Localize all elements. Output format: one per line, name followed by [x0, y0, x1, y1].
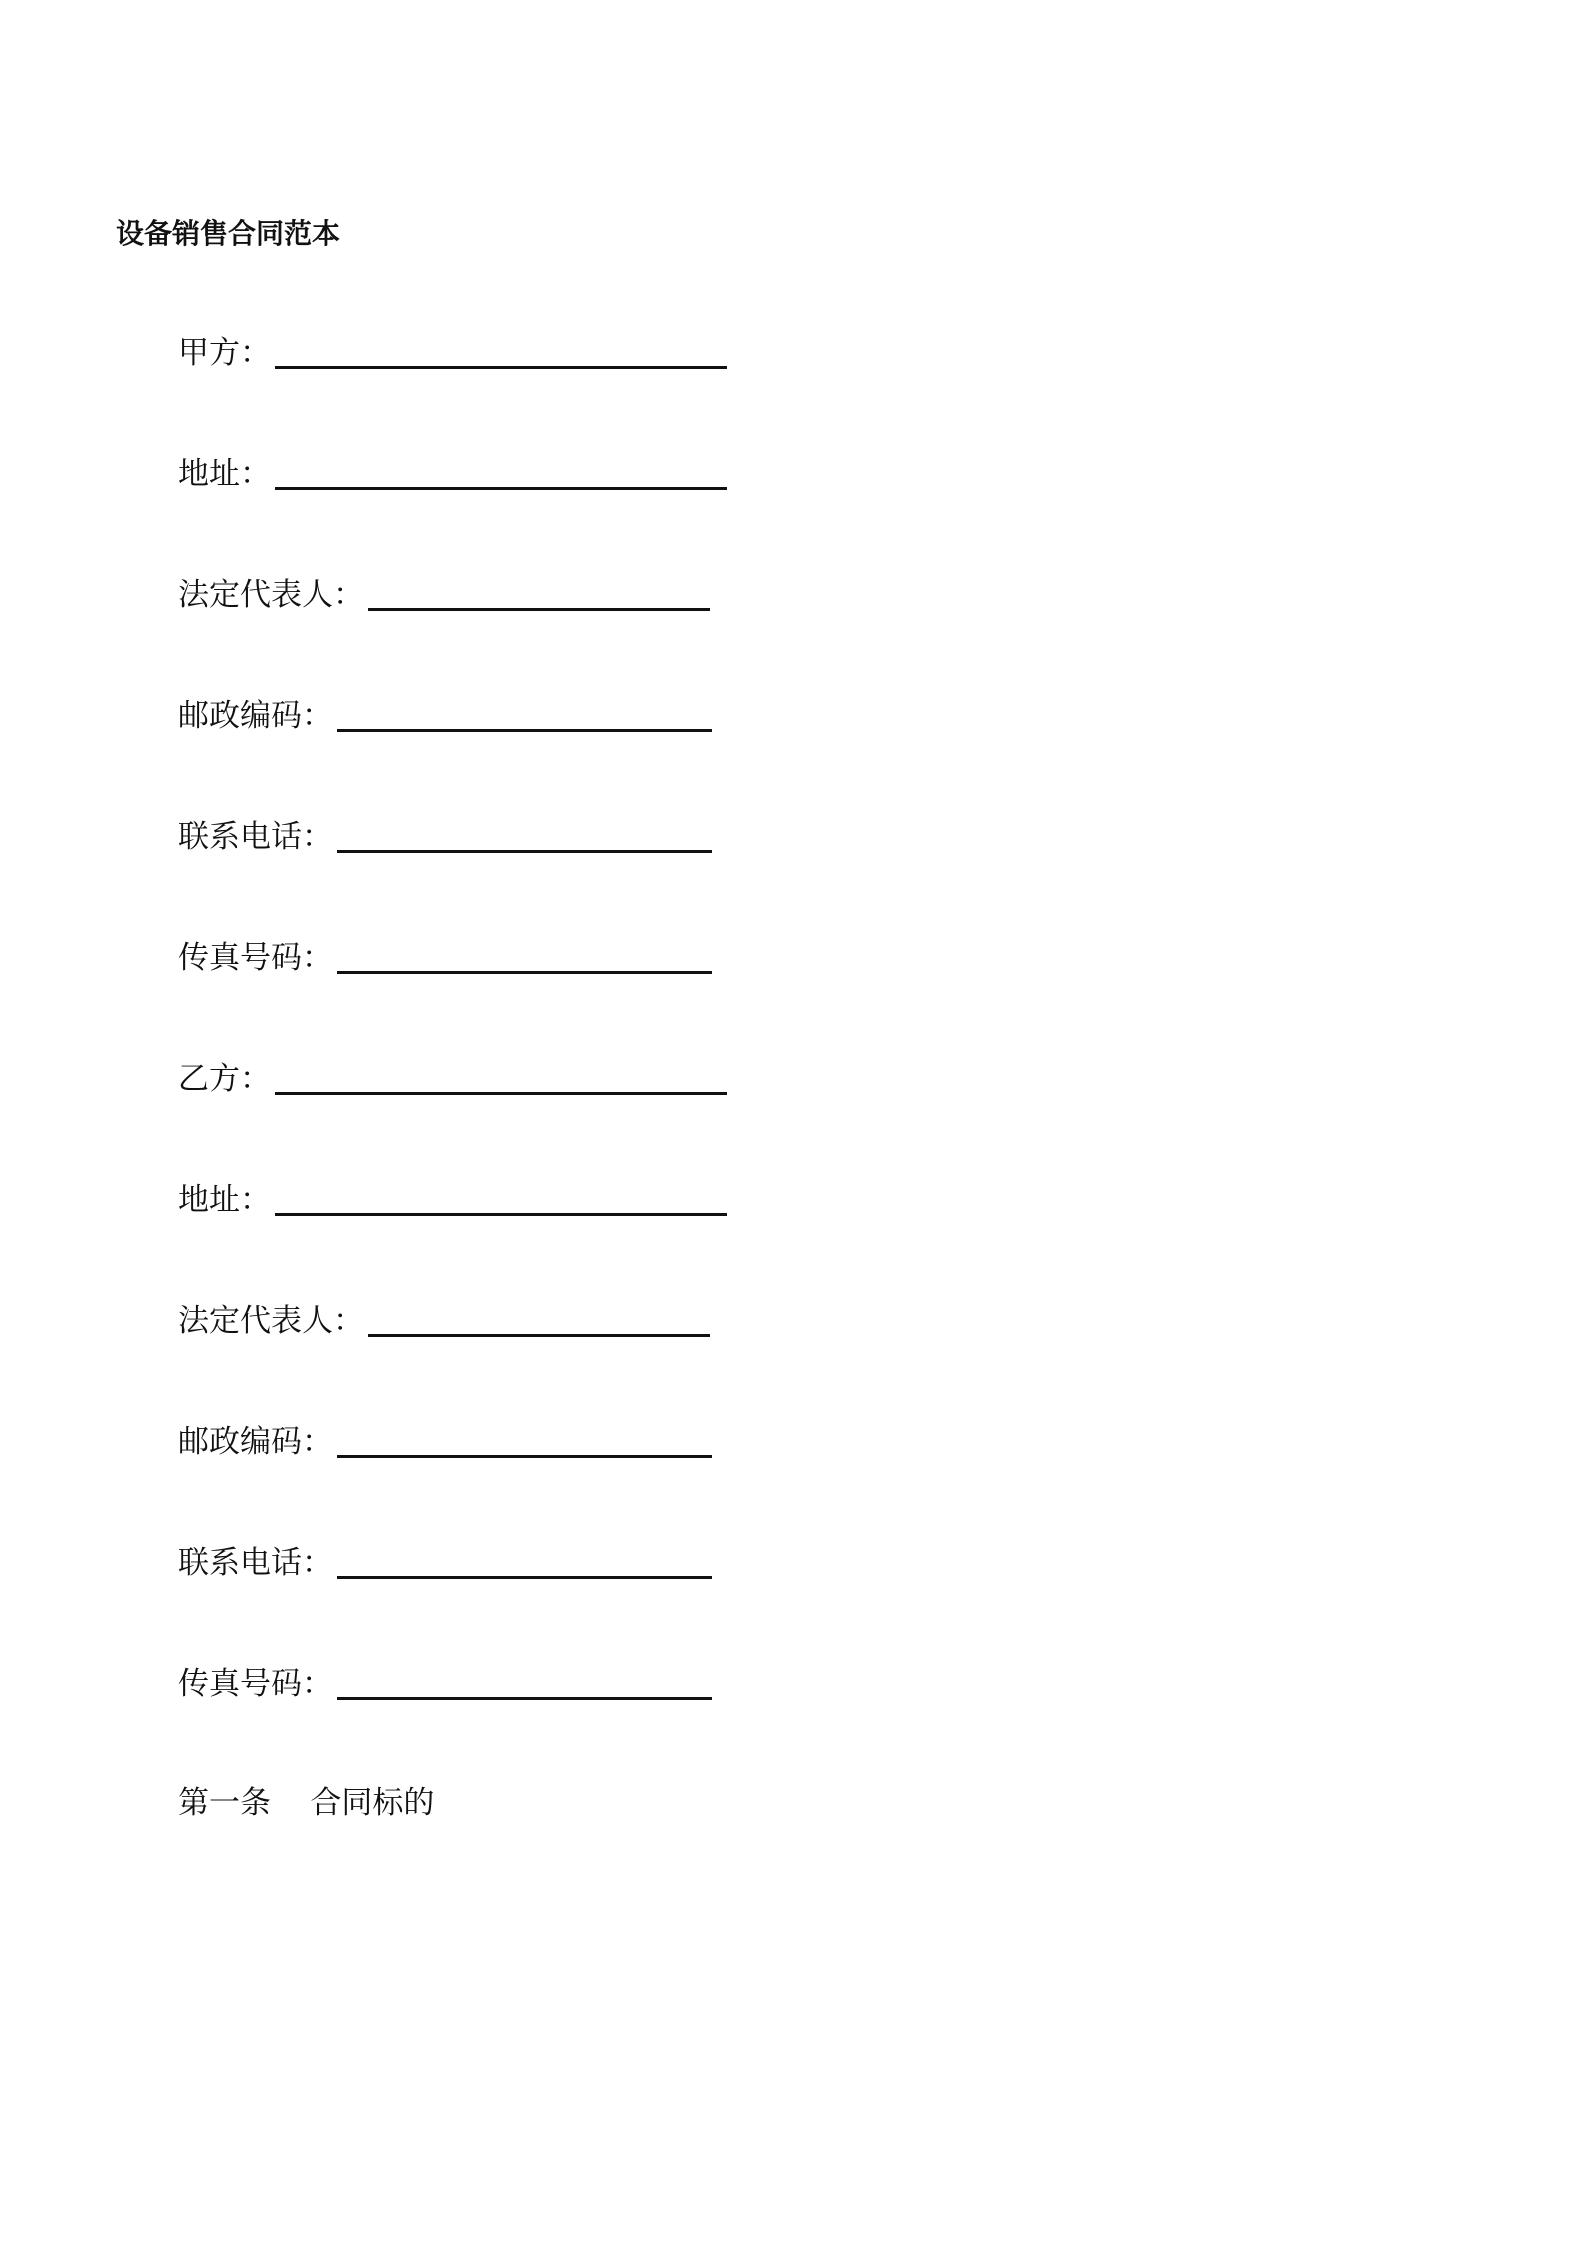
- fill-in-blank: [337, 935, 712, 974]
- field-label: 甲方：: [178, 335, 271, 371]
- field-label: 联系电话：: [178, 1545, 333, 1581]
- article-1-heading: [178, 1780, 434, 1826]
- party-a-name-field: [178, 330, 727, 451]
- field-label: 邮政编码：: [178, 698, 333, 734]
- field-label: 传真号码：: [178, 940, 333, 976]
- fill-in-blank: [337, 1419, 712, 1458]
- party-a-legal-representative-field: [178, 572, 727, 693]
- fill-in-blank: [275, 330, 727, 369]
- field-label: 乙方：: [178, 1061, 271, 1097]
- fill-in-blank: [275, 1056, 727, 1095]
- party-b-legal-representative-field: [178, 1298, 727, 1419]
- fill-in-blank: [337, 1661, 712, 1700]
- field-label: 法定代表人：: [178, 1303, 364, 1339]
- party-fields: [178, 330, 727, 1782]
- fill-in-blank: [368, 572, 710, 611]
- field-label: 地址：: [178, 456, 271, 492]
- party-a-postal-code-field: [178, 693, 727, 814]
- party-a-address-field: [178, 451, 727, 572]
- party-b-address-field: [178, 1177, 727, 1298]
- article-title: 合同标的: [310, 1785, 435, 1821]
- party-b-postal-code-field: [178, 1419, 727, 1540]
- field-label: 联系电话：: [178, 819, 333, 855]
- party-a-phone-field: [178, 814, 727, 935]
- fill-in-blank: [337, 814, 712, 853]
- party-b-name-field: [178, 1056, 727, 1177]
- fill-in-blank: [368, 1298, 710, 1337]
- party-b-phone-field: [178, 1540, 727, 1661]
- field-label: 邮政编码：: [178, 1424, 333, 1460]
- party-b-fax-field: [178, 1661, 727, 1782]
- field-label: 地址：: [178, 1182, 271, 1218]
- field-label: 法定代表人：: [178, 577, 364, 613]
- fill-in-blank: [337, 693, 712, 732]
- document-title: 设备销售合同范本: [116, 217, 341, 250]
- fill-in-blank: [337, 1540, 712, 1579]
- field-label: 传真号码：: [178, 1666, 333, 1702]
- article-number: 第一条: [178, 1785, 271, 1821]
- fill-in-blank: [275, 451, 727, 490]
- party-a-fax-field: [178, 935, 727, 1056]
- fill-in-blank: [275, 1177, 727, 1216]
